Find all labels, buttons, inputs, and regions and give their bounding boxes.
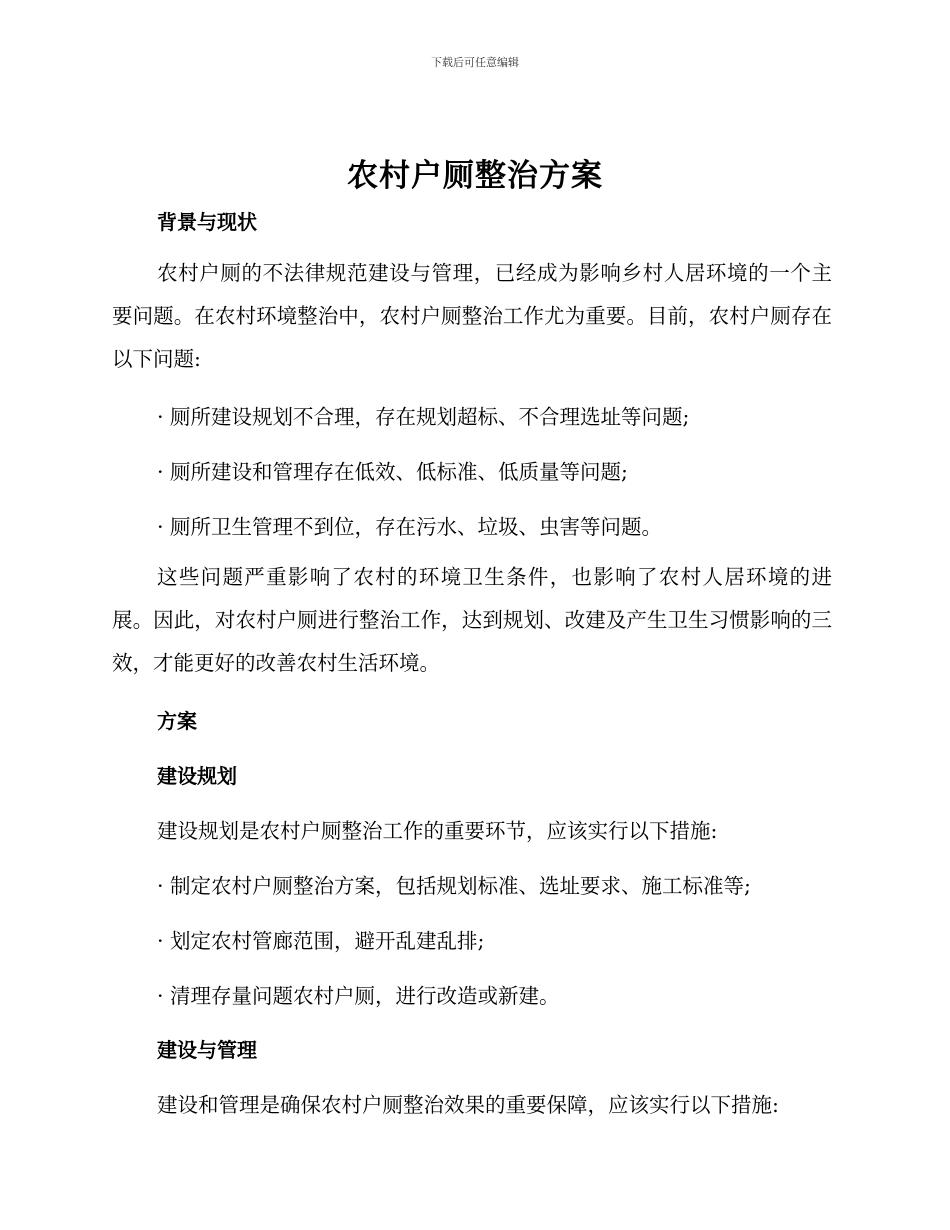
- document-title: 农村户厕整治方案: [347, 158, 603, 194]
- problem-item-1: · 厕所建设规划不合理，存在规划超标、不合理选址等问题;: [157, 405, 690, 429]
- header-note: 下载后可任意编辑: [431, 56, 519, 69]
- planning-item-1: · 制定农村户厕整治方案，包括规划标准、选址要求、施工标准等;: [157, 874, 751, 898]
- planning-item-2: · 划定农村管廊范围，避开乱建乱排;: [157, 929, 485, 953]
- problem-item-3: · 厕所卫生管理不到位，存在污水、垃圾、虫害等问题。: [157, 515, 663, 539]
- problem-item-2: · 厕所建设和管理存在低效、低标准、低质量等问题;: [157, 460, 628, 484]
- section-heading-planning: 建设规划: [157, 764, 237, 788]
- management-intro: 建设和管理是确保农村户厕整治效果的重要保障，应该实行以下措施:: [157, 1093, 779, 1117]
- section-heading-background: 背景与现状: [157, 210, 257, 234]
- planning-intro: 建设规划是农村户厕整治工作的重要环节，应该实行以下措施:: [157, 819, 718, 843]
- impact-paragraph: 这些问题严重影响了农村的环境卫生条件，也影响了农村人居环境的进展。因此，对农村户厕进行整治工作，达到规划、改建及产生卫生习惯影响的三效，才能更好的改善农村生活环境。: [112, 565, 832, 675]
- planning-item-3: · 清理存量问题农村户厕，进行改造或新建。: [157, 984, 560, 1008]
- section-heading-management: 建设与管理: [157, 1038, 257, 1062]
- background-paragraph: 农村户厕的不法律规范建设与管理，已经成为影响乡村人居环境的一个主要问题。在农村环境整治中，农村户厕整治工作尤为重要。目前，农村户厕存在以下问题:: [112, 261, 832, 371]
- section-heading-plan: 方案: [157, 709, 197, 733]
